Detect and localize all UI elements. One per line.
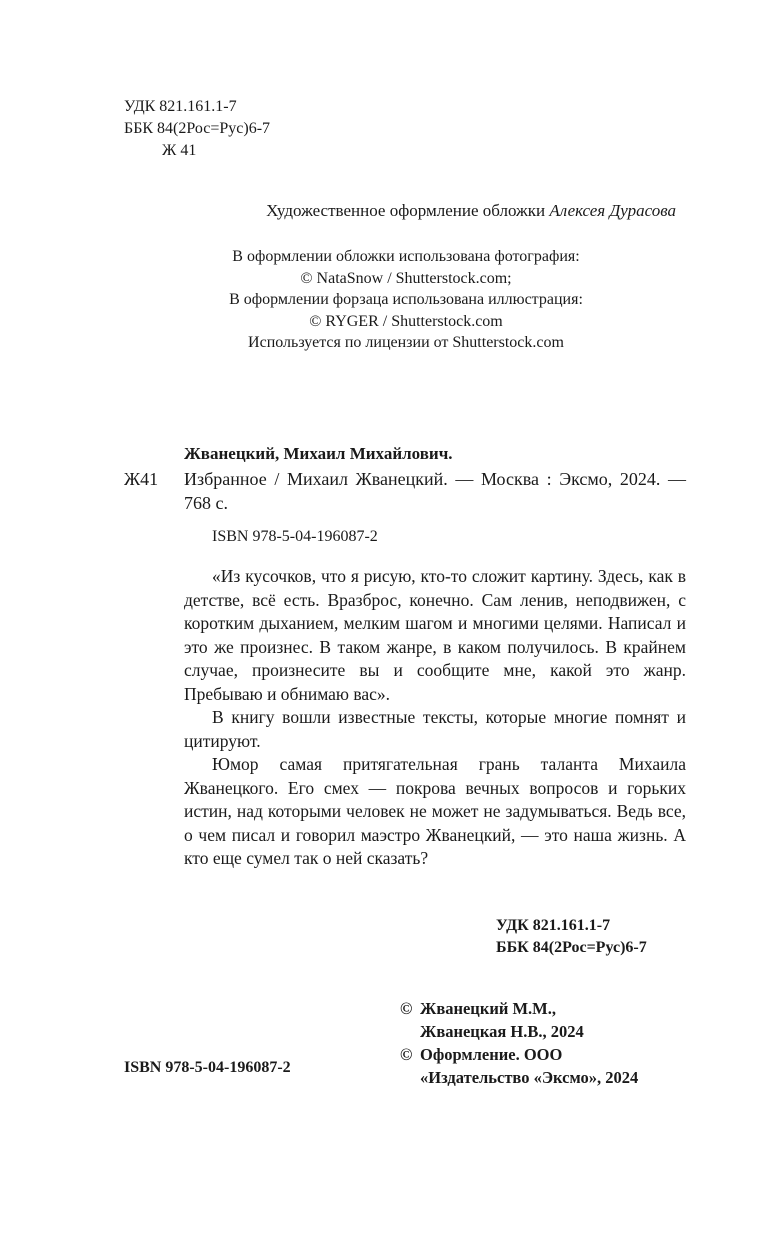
cover-credit-prefix: Художественное оформление обложки [266,201,550,220]
copyright-block [400,997,700,1089]
footer-bbk: ББК 84(2Рос=Рус)6-7 [496,939,647,956]
photo-credit-line: В оформлении форзаца использована иллюстрация: [229,291,583,308]
bib-isbn: ISBN 978-5-04-196087-2 [212,528,378,545]
author-mark: Ж 41 [162,142,197,159]
bib-code: Ж41 [124,469,159,489]
photo-credit-line: © RYGER / Shutterstock.com [309,312,503,330]
annotation-paragraph: Юмор самая притягательная грань таланта Михаила Жванецкого. Его смех — покрова вечных вопросов и горьких истин, над которыми человек не может не задумываться. Ведь все, о чем писал и говорил маэстро Жванецкий, — это наша жизнь. А кто еще сумел так о ней сказать? [184,754,686,868]
annotation-paragraph: В книгу вошли известные тексты, которые многие помнят и цитируют. [184,707,686,751]
annotation-paragraph: «Из кусочков, что я рисую, кто-то сложит картину. Здесь, как в детстве, всё есть. Вразброс, конечно. Сам ленив, неподвижен, с коротким дыханием, мелким шагом и многими целями. Написал и это же произнес. В таком жанре, в каком получилось. В крайнем случае, произнесите вы и сообщите мне, какой это жанр. Пребываю и обнимаю вас». [184,566,686,704]
copyright-line: «Издательство «Эксмо», 2024 [420,1068,639,1087]
footer-codes [496,915,647,959]
isbn-bold: ISBN 978-5-04-196087-2 [124,1059,291,1076]
bbk-code: ББК 84(2Рос=Рус)6-7 [124,120,271,137]
copyright-line: Оформление. ООО [420,1045,563,1064]
photo-credit-line: Используется по лицензии от Shutterstock.com [248,334,564,351]
photo-credit-line: В оформлении обложки использована фотография: [232,248,580,265]
udk-code: УДК 821.161.1-7 [124,98,237,115]
copyright-line: Жванецкий М.М., [420,999,556,1018]
bib-author: Жванецкий, Михаил Михайлович. [184,444,453,463]
bib-description: Избранное / Михаил Жванецкий. — Москва : Эксмо, 2024. — 768 с. [184,469,686,513]
photo-credit-line: © NataSnow / Shutterstock.com; [300,269,512,287]
cover-credit [124,200,676,222]
copyright-symbol: © [400,1045,413,1064]
copyright-symbol: © [400,999,413,1018]
cover-artist: Алексея Дурасова [549,201,676,220]
footer-udk: УДК 821.161.1-7 [496,917,611,934]
copyright-line: Жванецкая Н.В., 2024 [420,1022,584,1041]
annotation [184,565,686,871]
header-codes [124,96,270,162]
photo-credits [124,246,688,354]
